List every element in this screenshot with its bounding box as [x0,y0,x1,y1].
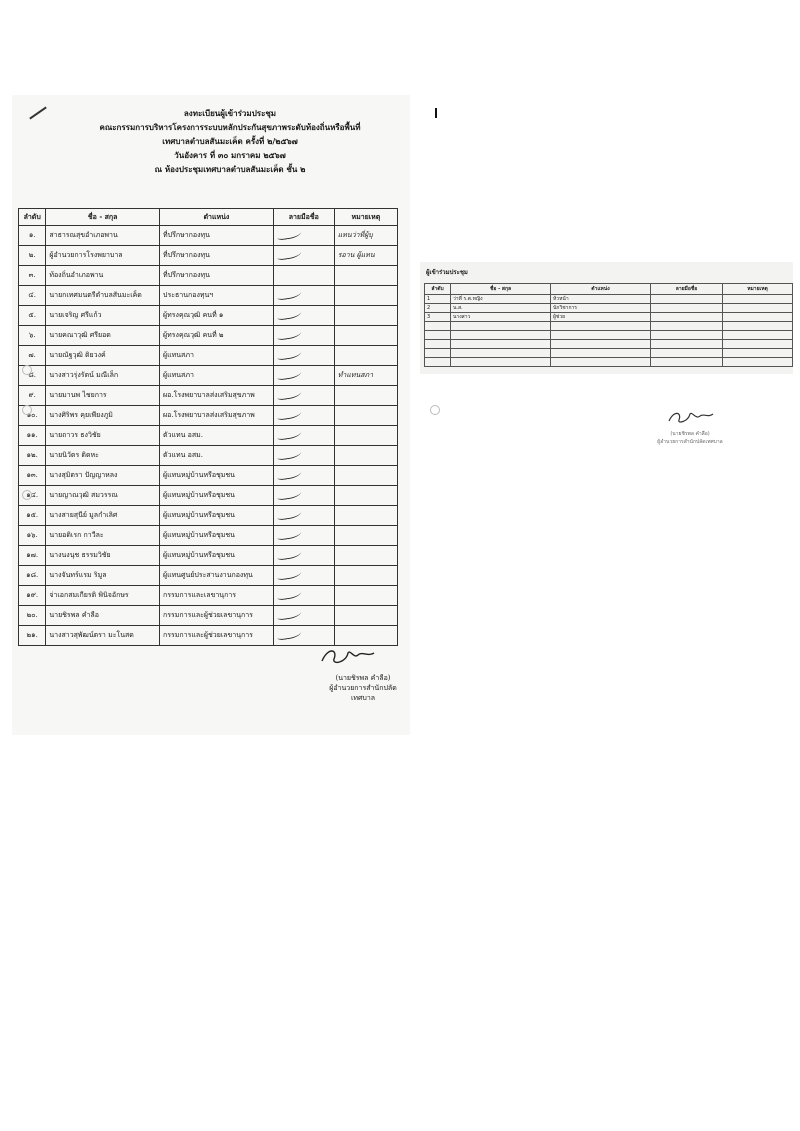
row-name: นางจันทร์แรม ริมูล [46,566,160,586]
row-name: ผู้อำนวยการโรงพยาบาล [46,246,160,266]
header-position: ตำแหน่ง [160,209,274,226]
row-sig [651,304,723,313]
row-remark [334,426,397,446]
table-row [19,566,398,586]
row-remark [334,346,397,366]
row-remark [723,340,793,349]
table-row [19,326,398,346]
row-position: กรรมการและผู้ช่วยเลขานุการ [160,626,274,646]
doc-meeting-number: เทศบาลตำบลสันมะเค็ด ครั้งที่ ๒/๒๕๖๗ [162,137,298,146]
row-sig [651,331,723,340]
header-no: ลำดับ [425,284,451,295]
secondary-header-row [425,284,793,295]
row-signature [273,366,334,386]
row-signature [273,446,334,466]
handwritten-signature [276,328,301,340]
table-row [19,346,398,366]
row-remark [723,304,793,313]
handwritten-signature [276,248,301,260]
row-remark: แทนว่าที่ผู้บุ [334,226,397,246]
doc-title: ลงทะเบียนผู้เข้าร่วมประชุม [183,109,277,118]
row-position: ประธานกองทุนฯ [160,286,274,306]
row-signature [273,486,334,506]
handwritten-signature [276,348,301,360]
row-sig [651,340,723,349]
row-name: นายมานพ ไชยการ [46,386,160,406]
row-remark [334,466,397,486]
handwritten-signature [276,588,301,600]
row-number: ๑๑. [19,426,46,446]
header-no: ลำดับ [19,209,46,226]
row-signature [273,586,334,606]
signer-name: (นายชิรพล คำลือ) [335,674,391,682]
table-row [425,313,793,322]
row-signature [273,246,334,266]
doc-subtitle: คณะกรรมการบริหารโครงการระบบหลักประกันสุขภาพระดับท้องถิ่นหรือพื้นที่ [99,123,361,132]
row-number: ๑. [19,226,46,246]
row-name: ว่าที่ ร.ต.หญิง [451,295,551,304]
row-no [425,349,451,358]
row-sig [651,313,723,322]
row-number: ๘. [19,366,46,386]
punch-hole [22,490,32,500]
row-sig [651,358,723,367]
row-number: ๔. [19,286,46,306]
punch-hole [22,365,32,375]
row-signature [273,466,334,486]
row-position: ห้วหน้า [551,295,651,304]
table-row [19,266,398,286]
secondary-signature-image [666,408,716,426]
row-remark [334,586,397,606]
row-name: นางสาวรุ่งรัตน์ มณีเล็ก [46,366,160,386]
row-position [551,358,651,367]
row-position: ผู้ทรงคุณวุฒิ คนที่ ๑ [160,306,274,326]
table-row [19,606,398,626]
row-signature [273,226,334,246]
table-row [19,386,398,406]
row-position: ผู้แทนหมู่บ้านหรือชุมชน [160,506,274,526]
header-name: ชื่อ - สกุล [46,209,160,226]
secondary-attendance-table [424,283,793,367]
row-position: นักวิชาการ [551,304,651,313]
row-remark [723,322,793,331]
row-no [425,358,451,367]
row-remark [723,349,793,358]
row-remark [334,506,397,526]
row-position: ที่ปรึกษากองทุน [160,266,274,286]
table-row [425,340,793,349]
row-number: ๒. [19,246,46,266]
row-sig [651,322,723,331]
row-signature [273,606,334,626]
handwritten-signature [276,488,301,500]
row-number: ๑๘. [19,566,46,586]
row-remark [334,326,397,346]
row-remark [334,546,397,566]
row-name [451,349,551,358]
header-name: ชื่อ - สกุล [451,284,551,295]
row-remark: ทำแทนสภา [334,366,397,386]
header-position: ตำแหน่ง [551,284,651,295]
row-remark [334,446,397,466]
row-name: นางสาว [451,313,551,322]
row-remark [334,386,397,406]
row-name: นางสุมิตรา ปัญญาหลง [46,466,160,486]
row-position: ผู้แทนสภา [160,366,274,386]
row-remark [334,566,397,586]
row-name [451,358,551,367]
table-row [19,226,398,246]
row-number: ๑๙. [19,586,46,606]
row-name: สาธารณสุขอำเภอพาน [46,226,160,246]
table-row [19,366,398,386]
handwritten-signature [276,568,301,580]
row-sig [651,349,723,358]
row-position: ผู้แทนศูนย์ประสานงานกองทุน [160,566,274,586]
table-row [19,446,398,466]
table-row [19,486,398,506]
handwritten-signature [276,408,301,420]
table-row [425,304,793,313]
row-position: ที่ปรึกษากองทุน [160,226,274,246]
row-name: นายคณาวุฒิ ศรียอด [46,326,160,346]
row-name: นายอดิเรก กาวีละ [46,526,160,546]
row-name: นายนิวัตร ติดหะ [46,446,160,466]
row-remark [334,606,397,626]
row-signature [273,406,334,426]
handwritten-signature [276,448,301,460]
row-number: ๑๖. [19,526,46,546]
row-no: 2 [425,304,451,313]
table-row [19,286,398,306]
row-name: นายญาณวุฒิ สมวรรณ [46,486,160,506]
handwritten-signature [276,528,301,540]
handwritten-signature [276,388,301,400]
row-remark [334,486,397,506]
row-name: จ่าเอกสมเกียรติ พินิจอักษร [46,586,160,606]
row-signature [273,266,334,286]
table-row [19,426,398,446]
row-number: ๑๕. [19,506,46,526]
row-signature [273,306,334,326]
handwritten-signature [276,628,301,640]
secondary-title: ผู้เข้าร่วมประชุม [426,269,468,276]
row-remark [723,313,793,322]
table-row [19,626,398,646]
row-name: นางนงนุช ธรรมวิชัย [46,546,160,566]
row-position: กรรมการและผู้ช่วยเลขานุการ [160,606,274,626]
row-no: 1 [425,295,451,304]
punch-hole [22,405,32,415]
table-row [19,406,398,426]
scan-artifact [435,108,437,118]
row-remark [334,526,397,546]
row-signature [273,566,334,586]
attendance-table [18,208,398,646]
row-sig [651,295,723,304]
row-remark [334,306,397,326]
row-name: นายเจริญ ศรีแก้ว [46,306,160,326]
row-position: ที่ปรึกษากองทุน [160,246,274,266]
row-position: ผู้แทนหมู่บ้านหรือชุมชน [160,466,274,486]
row-signature [273,286,334,306]
row-position [551,340,651,349]
handwritten-signature [276,608,301,620]
row-remark [723,295,793,304]
header-remark: หมายเหตุ [334,209,397,226]
row-number: ๓. [19,266,46,286]
row-name [451,322,551,331]
row-position: ผอ.โรงพยาบาลส่งเสริมสุขภาพ [160,406,274,426]
row-no [425,340,451,349]
row-name [451,331,551,340]
row-remark: รอาน ผู้แทน [334,246,397,266]
row-position: ผู้แทนหมู่บ้านหรือชุมชน [160,546,274,566]
row-name: นายถาวร ธงวิชัย [46,426,160,446]
signer-name: (นายชิรพล คำลือ) [670,431,710,437]
row-number: ๗. [19,346,46,366]
row-number: ๑๓. [19,466,46,486]
row-position [551,349,651,358]
doc-date: วันอังคาร ที่ ๓๐ มกราคม ๒๕๖๗ [174,151,286,160]
row-no: 3 [425,313,451,322]
header-signature: ลายมือชื่อ [651,284,723,295]
row-name: นางศิริพร คุยเพียงภูมิ [46,406,160,426]
row-signature [273,626,334,646]
row-number: ๑๔. [19,486,46,506]
signer-title: ผู้อำนวยการสำนักปลัดเทศบาล [657,439,723,445]
row-remark [334,286,397,306]
row-name: น.ส. [451,304,551,313]
table-row [425,358,793,367]
table-row [19,526,398,546]
row-number: ๑๒. [19,446,46,466]
secondary-signer-block [650,430,730,446]
row-name: ท้องถิ่นอำเภอพาน [46,266,160,286]
row-number: ๑๗. [19,546,46,566]
attendance-header-row [19,209,398,226]
row-signature [273,506,334,526]
table-row [425,331,793,340]
handwritten-signature [276,508,301,520]
row-position: ผู้แทนหมู่บ้านหรือชุมชน [160,486,274,506]
punch-hole [430,405,440,415]
row-name: นางสาวสุพัฒน์ตรา มะโนสด [46,626,160,646]
row-signature [273,526,334,546]
handwritten-signature [276,308,301,320]
handwritten-signature [276,548,301,560]
row-remark [334,626,397,646]
header-remark: หมายเหตุ [723,284,793,295]
row-name: นายชิรพล คำลือ [46,606,160,626]
row-position [551,331,651,340]
row-number: ๕. [19,306,46,326]
handwritten-signature [276,288,301,300]
row-number: ๖. [19,326,46,346]
row-position: ผู้ช่วย [551,313,651,322]
row-position: ผู้แทนหมู่บ้านหรือชุมชน [160,526,274,546]
table-row [19,466,398,486]
signature-image [318,645,378,667]
row-remark [723,331,793,340]
table-row [19,306,398,326]
handwritten-signature [276,368,301,380]
row-position: ตัวแทน อสม. [160,446,274,466]
row-number: ๒๑. [19,626,46,646]
row-number: ๑๐. [19,406,46,426]
handwritten-signature [276,468,301,480]
row-position: ตัวแทน อสม. [160,426,274,446]
table-row [425,295,793,304]
handwritten-signature [276,228,301,240]
row-no [425,322,451,331]
row-remark [334,406,397,426]
row-name: นางสายสุนีย์ มูลกำเลิศ [46,506,160,526]
row-signature [273,386,334,406]
row-position: ผู้แทนสภา [160,346,274,366]
row-signature [273,546,334,566]
header-signature: ลายมือชื่อ [273,209,334,226]
row-number: ๒๐. [19,606,46,626]
row-remark [723,358,793,367]
doc-venue: ณ ห้องประชุมเทศบาลตำบลสันมะเค็ด ชั้น ๒ [154,165,306,174]
row-remark [334,266,397,286]
row-signature [273,346,334,366]
row-position: ผอ.โรงพยาบาลส่งเสริมสุขภาพ [160,386,274,406]
handwritten-signature [276,428,301,440]
row-position: กรรมการและเลขานุการ [160,586,274,606]
table-row [19,546,398,566]
table-row [425,322,793,331]
signer-block [318,673,408,703]
row-signature [273,426,334,446]
row-no [425,331,451,340]
table-row [19,246,398,266]
table-row [425,349,793,358]
table-row [19,506,398,526]
row-name: นายณัฐวุฒิ ติยวงค์ [46,346,160,366]
row-name: นายกเทศมนตรีตำบลสันมะเค็ด [46,286,160,306]
row-position [551,322,651,331]
row-name [451,340,551,349]
row-number: ๙. [19,386,46,406]
signer-title: ผู้อำนวยการสำนักปลัดเทศบาล [329,684,397,702]
row-position: ผู้ทรงคุณวุฒิ คนที่ ๒ [160,326,274,346]
table-row [19,586,398,606]
row-signature [273,326,334,346]
